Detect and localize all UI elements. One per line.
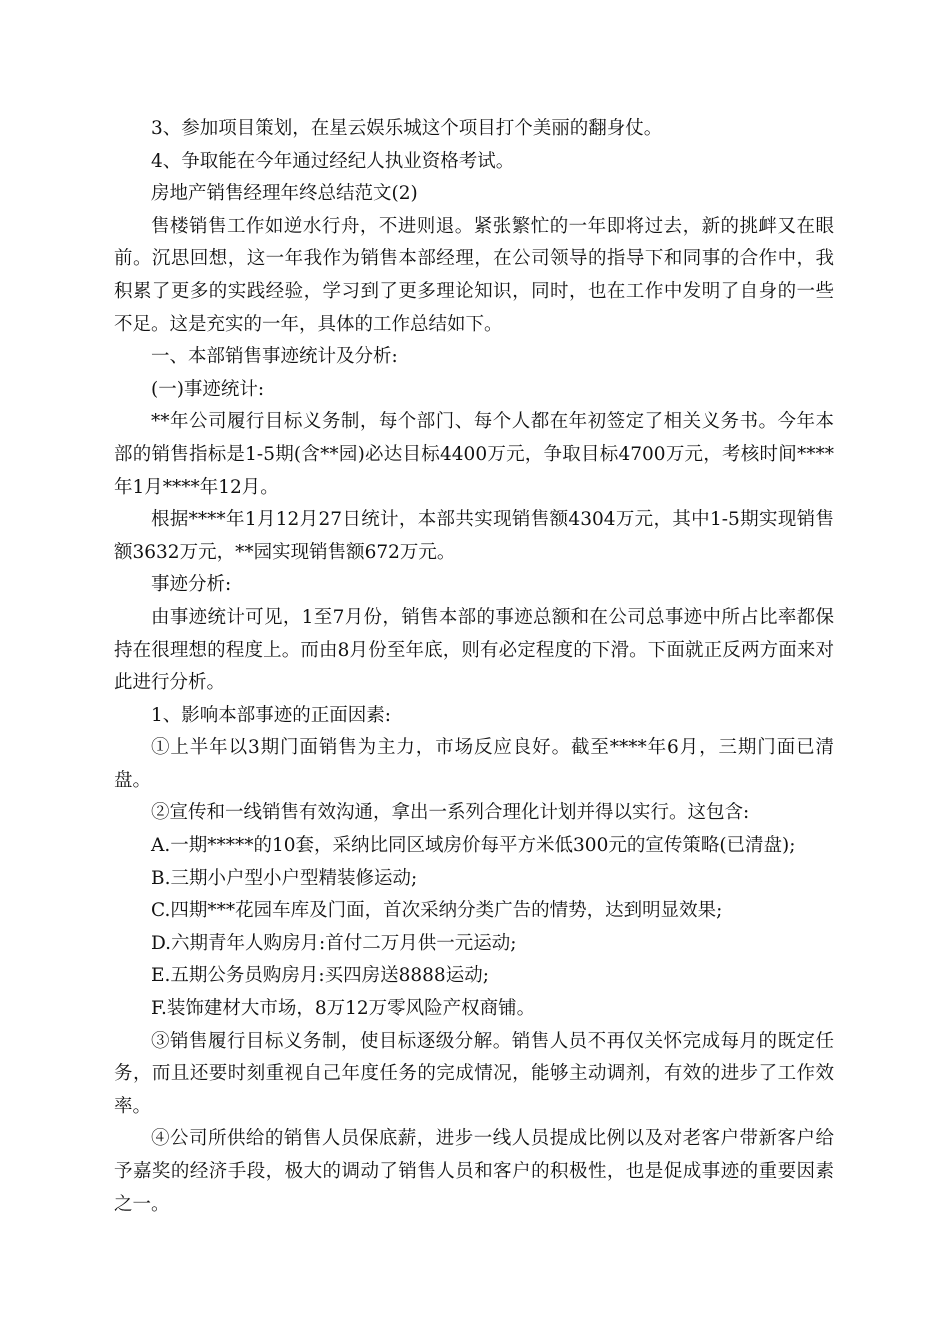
factor-item-4: ④公司所供给的销售人员保底薪，进步一线人员提成比例以及对老客户带新客户给予嘉奖的经济手段，极大的调动了销售人员和客户的积极性，也是促成事迹的重要因素之一。 <box>114 1128 834 1215</box>
heading-sales-statistics: 一、本部销售事迹统计及分析: <box>151 346 398 368</box>
document-body <box>114 113 834 1221</box>
campaign-item-c: C.四期***花园车库及门面，首次采纳分类广告的情势，达到明显效果; <box>151 900 723 922</box>
campaign-item-d: D.六期青年人购房月:首付二万月供一元运动; <box>151 932 517 954</box>
heading-positive-factors: 1、影响本部事迹的正面因素: <box>151 704 392 726</box>
factor-item-2: ②宣传和一线销售有效沟通，拿出一系列合理化计划并得以实行。这包含: <box>151 802 750 824</box>
campaign-item-f: F.装饰建材大市场，8万12万零风险产权商铺。 <box>151 998 536 1020</box>
paragraph-plan-item-3: 3、参加项目策划，在星云娱乐城这个项目打个美丽的翻身仗。 <box>151 118 663 139</box>
subheading-statistics: (一)事迹统计: <box>151 378 265 400</box>
paragraph-plan-item-4: 4、争取能在今年通过经纪人执业资格考试。 <box>151 150 515 172</box>
paragraph-results: 根据****年1月12月27日统计，本部共实现销售额4304万元，其中1-5期实现销售额3632万元，**园实现销售额672万元。 <box>114 509 834 563</box>
subheading-analysis: 事迹分析: <box>151 574 232 596</box>
section-title: 房地产销售经理年终总结范文(2) <box>151 183 418 205</box>
paragraph-intro: 售楼销售工作如逆水行舟，不进则退。紧张繁忙的一年即将过去，新的挑衅又在眼前。沉思回想，这一年我作为销售本部经理，在公司领导的指导下和同事的合作中，我积累了更多的实践经验，学习到了更多理论知识，同时，也在工作中发明了自身的一些不足。这是充实的一年，具体的工作总结如下。 <box>114 215 834 335</box>
factor-item-3: ③销售履行目标义务制，使目标逐级分解。销售人员不再仅关怀完成每月的既定任务，而且还要时刻重视自己年度任务的完成情况，能够主动调剂，有效的进步了工作效率。 <box>114 1030 834 1117</box>
paragraph-analysis: 由事迹统计可见，1至7月份，销售本部的事迹总额和在公司总事迹中所占比率都保持在很理想的程度上。而由8月份至年底，则有必定程度的下滑。下面就正反两方面来对此进行分析。 <box>114 606 834 694</box>
campaign-item-a: A.一期*****的10套，采纳比同区域房价每平方米低300元的宣传策略(已清盘); <box>151 835 796 857</box>
paragraph-targets: **年公司履行目标义务制，每个部门、每个人都在年初签定了相关义务书。今年本部的销售指标是1-5期(含**园)必达目标4400万元，争取目标4700万元，考核时间****年1月****年12月。 <box>114 411 834 498</box>
factor-item-1: ①上半年以3期门面销售为主力，市场反应良好。截至****年6月，三期门面已清盘。 <box>114 737 834 791</box>
campaign-item-e: E.五期公务员购房月:买四房送8888运动; <box>151 965 489 987</box>
campaign-item-b: B.三期小户型小户型精装修运动; <box>151 867 418 889</box>
